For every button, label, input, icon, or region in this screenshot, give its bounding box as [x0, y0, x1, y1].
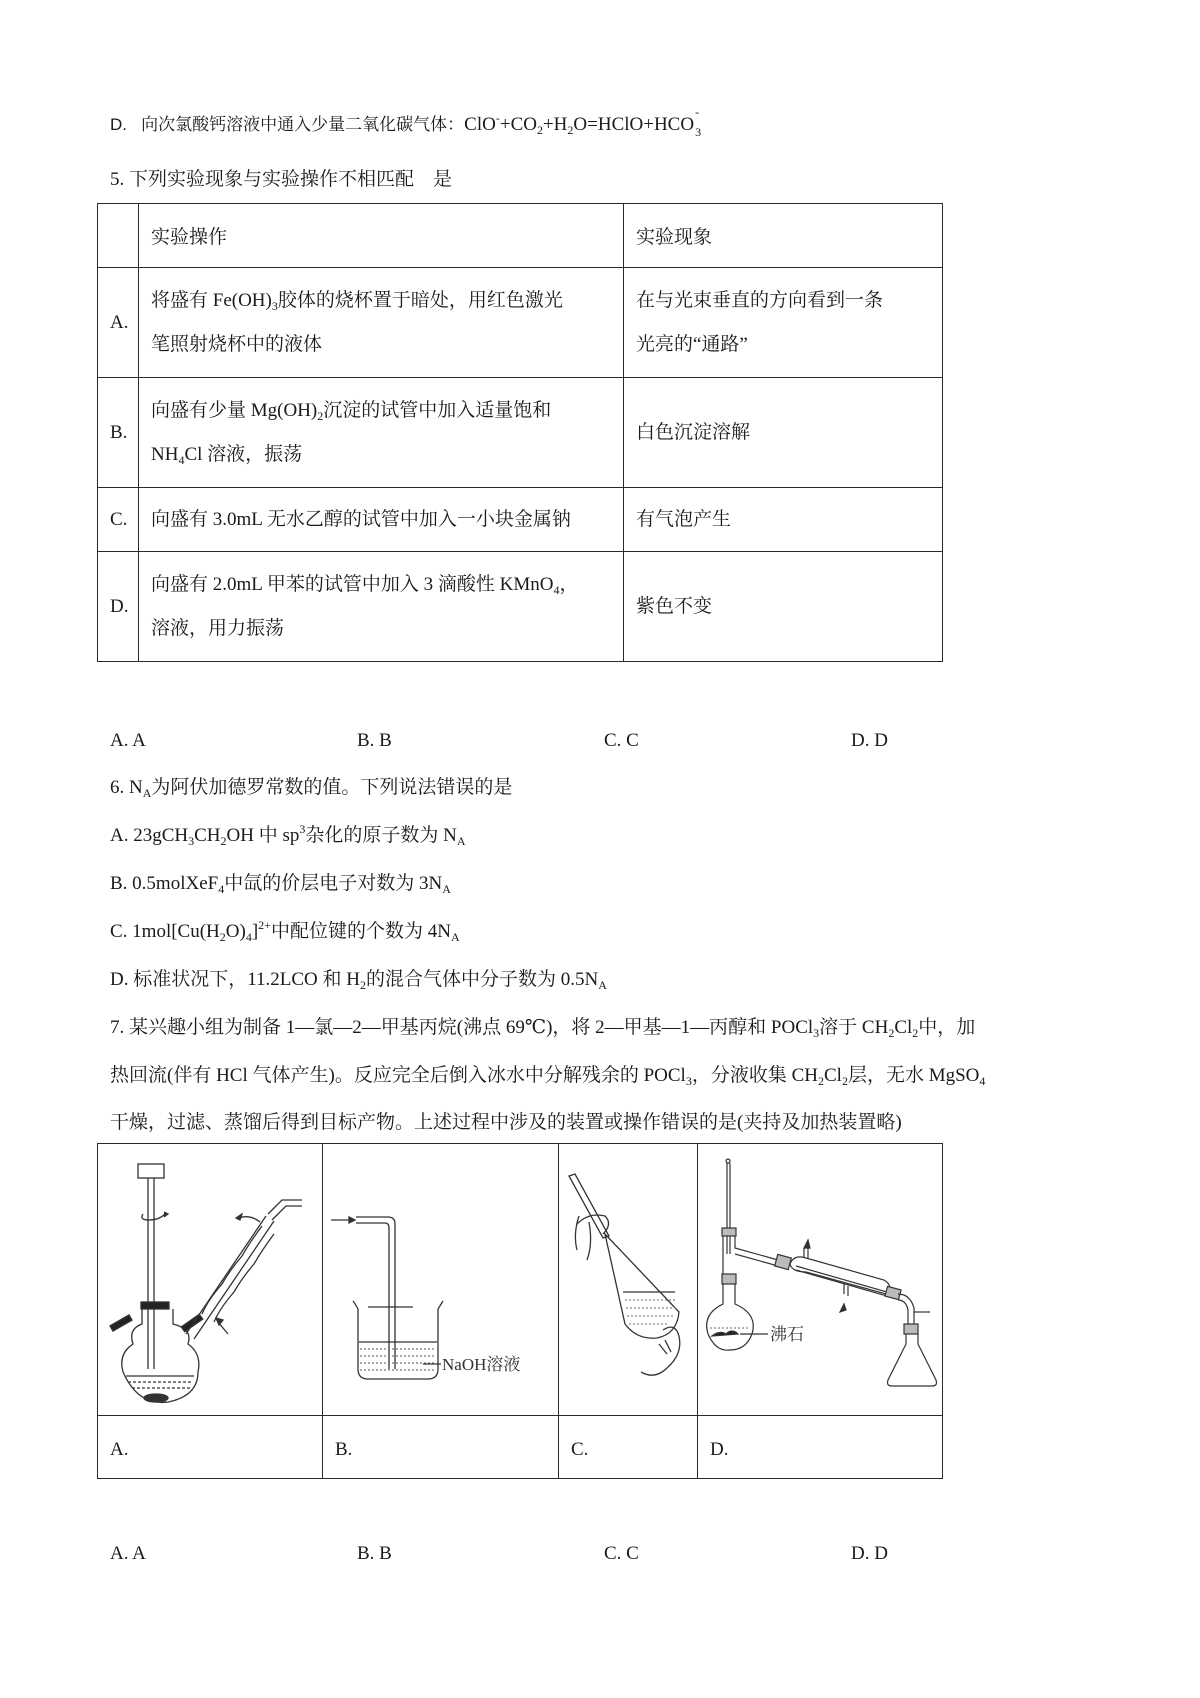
text-part: 中配位键的个数为 4N	[270, 921, 451, 942]
q7-choices	[110, 1543, 1110, 1567]
q7-stem-line-2	[110, 1065, 986, 1088]
text-part: D. 标准状况下，11.2LCO 和 H	[110, 969, 360, 990]
figure-label-a[interactable]: A.	[110, 1439, 129, 1460]
subscript: 4	[553, 582, 560, 597]
subscript: 3	[271, 298, 278, 313]
q5-stem-text: 5. 下列实验现象与实验操作不相匹配	[110, 169, 415, 190]
choice-d[interactable]: D. D	[851, 730, 888, 751]
row-phenomenon	[624, 552, 943, 662]
choice-c[interactable]: C. C	[604, 1543, 639, 1564]
subscript: 2	[817, 1074, 824, 1088]
eq-sub: 2	[536, 123, 543, 137]
boiling-chip-label: 沸石	[770, 1325, 804, 1344]
subscript: 2	[317, 408, 324, 423]
q6-option-d[interactable]	[110, 969, 607, 992]
text-part: ，	[559, 573, 579, 595]
subscript: A	[456, 834, 466, 848]
text-part: 的混合气体中分子数为 0.5N	[366, 969, 599, 990]
choice-a[interactable]: A. A	[110, 1543, 146, 1564]
choice-b[interactable]: B. B	[357, 730, 392, 751]
q6-option-c[interactable]	[110, 918, 460, 944]
subscript: 4	[218, 882, 225, 896]
subscript: 2	[219, 930, 226, 944]
superscript: 3	[299, 822, 306, 836]
text-part: 6. N	[110, 777, 143, 798]
q6-option-b[interactable]	[110, 873, 451, 896]
operation-line	[151, 389, 611, 433]
text-part: ，分液收集 CH	[691, 1065, 818, 1086]
text-part: NH	[151, 443, 179, 465]
eq-hco3-sub: 3	[695, 125, 702, 139]
operation-line	[151, 563, 611, 607]
operation-line	[151, 279, 611, 323]
gas-absorption-illustration	[323, 1144, 559, 1414]
q5-stem-tail: 是	[433, 169, 453, 190]
figure-label-d[interactable]: D.	[710, 1439, 729, 1460]
row-operation	[139, 552, 624, 662]
text-part: 胶体的烧杯置于暗处，用红色激光	[277, 289, 563, 311]
subscript: A	[442, 882, 451, 896]
text-part: OH 中 sp	[226, 825, 300, 846]
header-operation: 实验操作	[139, 204, 624, 268]
header-phenomenon: 实验现象	[624, 204, 943, 268]
q4-option-d	[110, 105, 704, 139]
q7-apparatus-table	[97, 1143, 943, 1479]
operation-line: 溶液，用力振荡	[151, 617, 285, 639]
text-part: C. 1mol[Cu(H	[110, 921, 220, 942]
operation-line: 向盛有 3.0mL 无水乙醇的试管中加入一小块金属钠	[151, 508, 571, 530]
subscript: A	[142, 786, 152, 800]
text-part: 中氙的价层电子对数为 3N	[224, 873, 443, 894]
text-part: 杂化的原子数为 N	[305, 825, 457, 846]
text-part: 将盛有 Fe(OH)	[151, 289, 272, 311]
subscript: 3	[188, 834, 195, 848]
text-part: 为阿伏加德罗常数的值。下列说法错误的是	[151, 777, 513, 798]
choice-b[interactable]: B. B	[357, 1543, 392, 1564]
text-part: 中，加	[918, 1017, 976, 1038]
row-operation	[139, 268, 624, 378]
superscript: 2+	[258, 918, 271, 932]
table-row	[98, 378, 943, 488]
q5-choices	[110, 730, 1110, 754]
q6-stem	[110, 777, 513, 800]
subscript: A	[598, 978, 607, 992]
text-part: 溶于 CH	[819, 1017, 889, 1038]
q4-option-d-text: 向次氯酸钙溶液中通入少量二氧化碳气体：	[141, 115, 465, 134]
subscript: A	[450, 930, 460, 944]
text-part: 向盛有 2.0mL 甲苯的试管中加入 3 滴酸性 KMnO	[151, 573, 554, 595]
row-operation	[139, 378, 624, 488]
text-part: ]	[251, 921, 259, 942]
operation-line	[151, 433, 611, 477]
q7-stem-line-1	[110, 1017, 976, 1040]
text-part: Cl	[894, 1017, 913, 1038]
figure-label-b[interactable]: B.	[335, 1439, 353, 1460]
text-part: 沉淀的试管中加入适量饱和	[323, 399, 552, 421]
row-phenomenon	[624, 378, 943, 488]
choice-c[interactable]: C. C	[604, 730, 639, 751]
subscript: 2	[912, 1026, 919, 1040]
text-part: B. 0.5molXeF	[110, 873, 219, 894]
eq-sub: 2	[567, 123, 574, 137]
subscript: 4	[979, 1074, 986, 1088]
row-label: D.	[98, 552, 139, 662]
operation-line: 笔照射烧杯中的液体	[151, 333, 323, 355]
eq-clo-charge: -	[495, 111, 500, 125]
text-part: Cl 溶液，振荡	[184, 443, 303, 465]
eq-hco3-charge: -	[695, 105, 700, 119]
text-part: O)	[225, 921, 246, 942]
table-row	[98, 268, 943, 378]
reflux-apparatus-illustration	[98, 1144, 323, 1414]
distillation-illustration	[698, 1144, 944, 1414]
subscript: 2	[841, 1074, 848, 1088]
subscript: 3	[685, 1074, 692, 1088]
choice-a[interactable]: A. A	[110, 730, 146, 751]
text-part: 7. 某兴趣小组为制备 1—氯—2—甲基丙烷(沸点 69℃)，将 2—甲基—1—丙醇和 POCl	[110, 1017, 814, 1038]
phenomenon-line: 在与光束垂直的方向看到一条	[636, 289, 884, 311]
q4-option-d-label: D.	[110, 115, 127, 134]
row-operation	[139, 488, 624, 552]
subscript: 2	[220, 834, 227, 848]
q5-table	[97, 203, 943, 662]
eq-part: +H	[542, 114, 568, 135]
naoh-solution-label: NaOH溶液	[442, 1355, 521, 1374]
q6-option-a[interactable]	[110, 822, 466, 848]
separatory-funnel-illustration	[559, 1144, 698, 1414]
q7-stem-line-3: 干燥，过滤、蒸馏后得到目标产物。上述过程中涉及的装置或操作错误的是(夹持及加热装置略)	[110, 1112, 902, 1133]
subscript: 3	[813, 1026, 820, 1040]
eq-part: O=HClO+HCO	[573, 114, 695, 135]
subscript: 2	[888, 1026, 895, 1040]
text-part: 层，无水 MgSO	[847, 1065, 980, 1086]
subscript: 4	[245, 930, 252, 944]
text-part: 热回流(伴有 HCl 气体产生)。反应完全后倒入冰水中分解残余的 POCl	[110, 1065, 686, 1086]
subscript: 2	[360, 978, 366, 992]
figure-label-c[interactable]: C.	[571, 1439, 589, 1460]
eq-hco3-stack	[694, 105, 704, 139]
text-part: A. 23gCH	[110, 825, 189, 846]
phenomenon-line: 白色沉淀溶解	[636, 421, 751, 443]
table-row	[98, 552, 943, 662]
eq-clo: ClO	[464, 114, 496, 135]
row-phenomenon	[624, 268, 943, 378]
eq-part: +CO	[499, 114, 537, 135]
q5-stem	[110, 170, 452, 189]
choice-d[interactable]: D. D	[851, 1543, 888, 1564]
row-label: A.	[98, 268, 139, 378]
text-part: 向盛有少量 Mg(OH)	[151, 399, 318, 421]
row-label: B.	[98, 378, 139, 488]
phenomenon-line: 有气泡产生	[636, 508, 732, 530]
row-phenomenon	[624, 488, 943, 552]
table-header-row	[98, 204, 943, 268]
figure-divider	[98, 1415, 942, 1416]
text-part: Cl	[823, 1065, 842, 1086]
table-row	[98, 488, 943, 552]
text-part: CH	[194, 825, 221, 846]
phenomenon-line: 紫色不变	[636, 595, 713, 617]
phenomenon-line: 光亮的“通路”	[636, 333, 748, 355]
row-label: C.	[98, 488, 139, 552]
subscript: 4	[178, 452, 185, 467]
q4-equation	[464, 105, 704, 139]
header-empty-cell	[98, 204, 139, 268]
